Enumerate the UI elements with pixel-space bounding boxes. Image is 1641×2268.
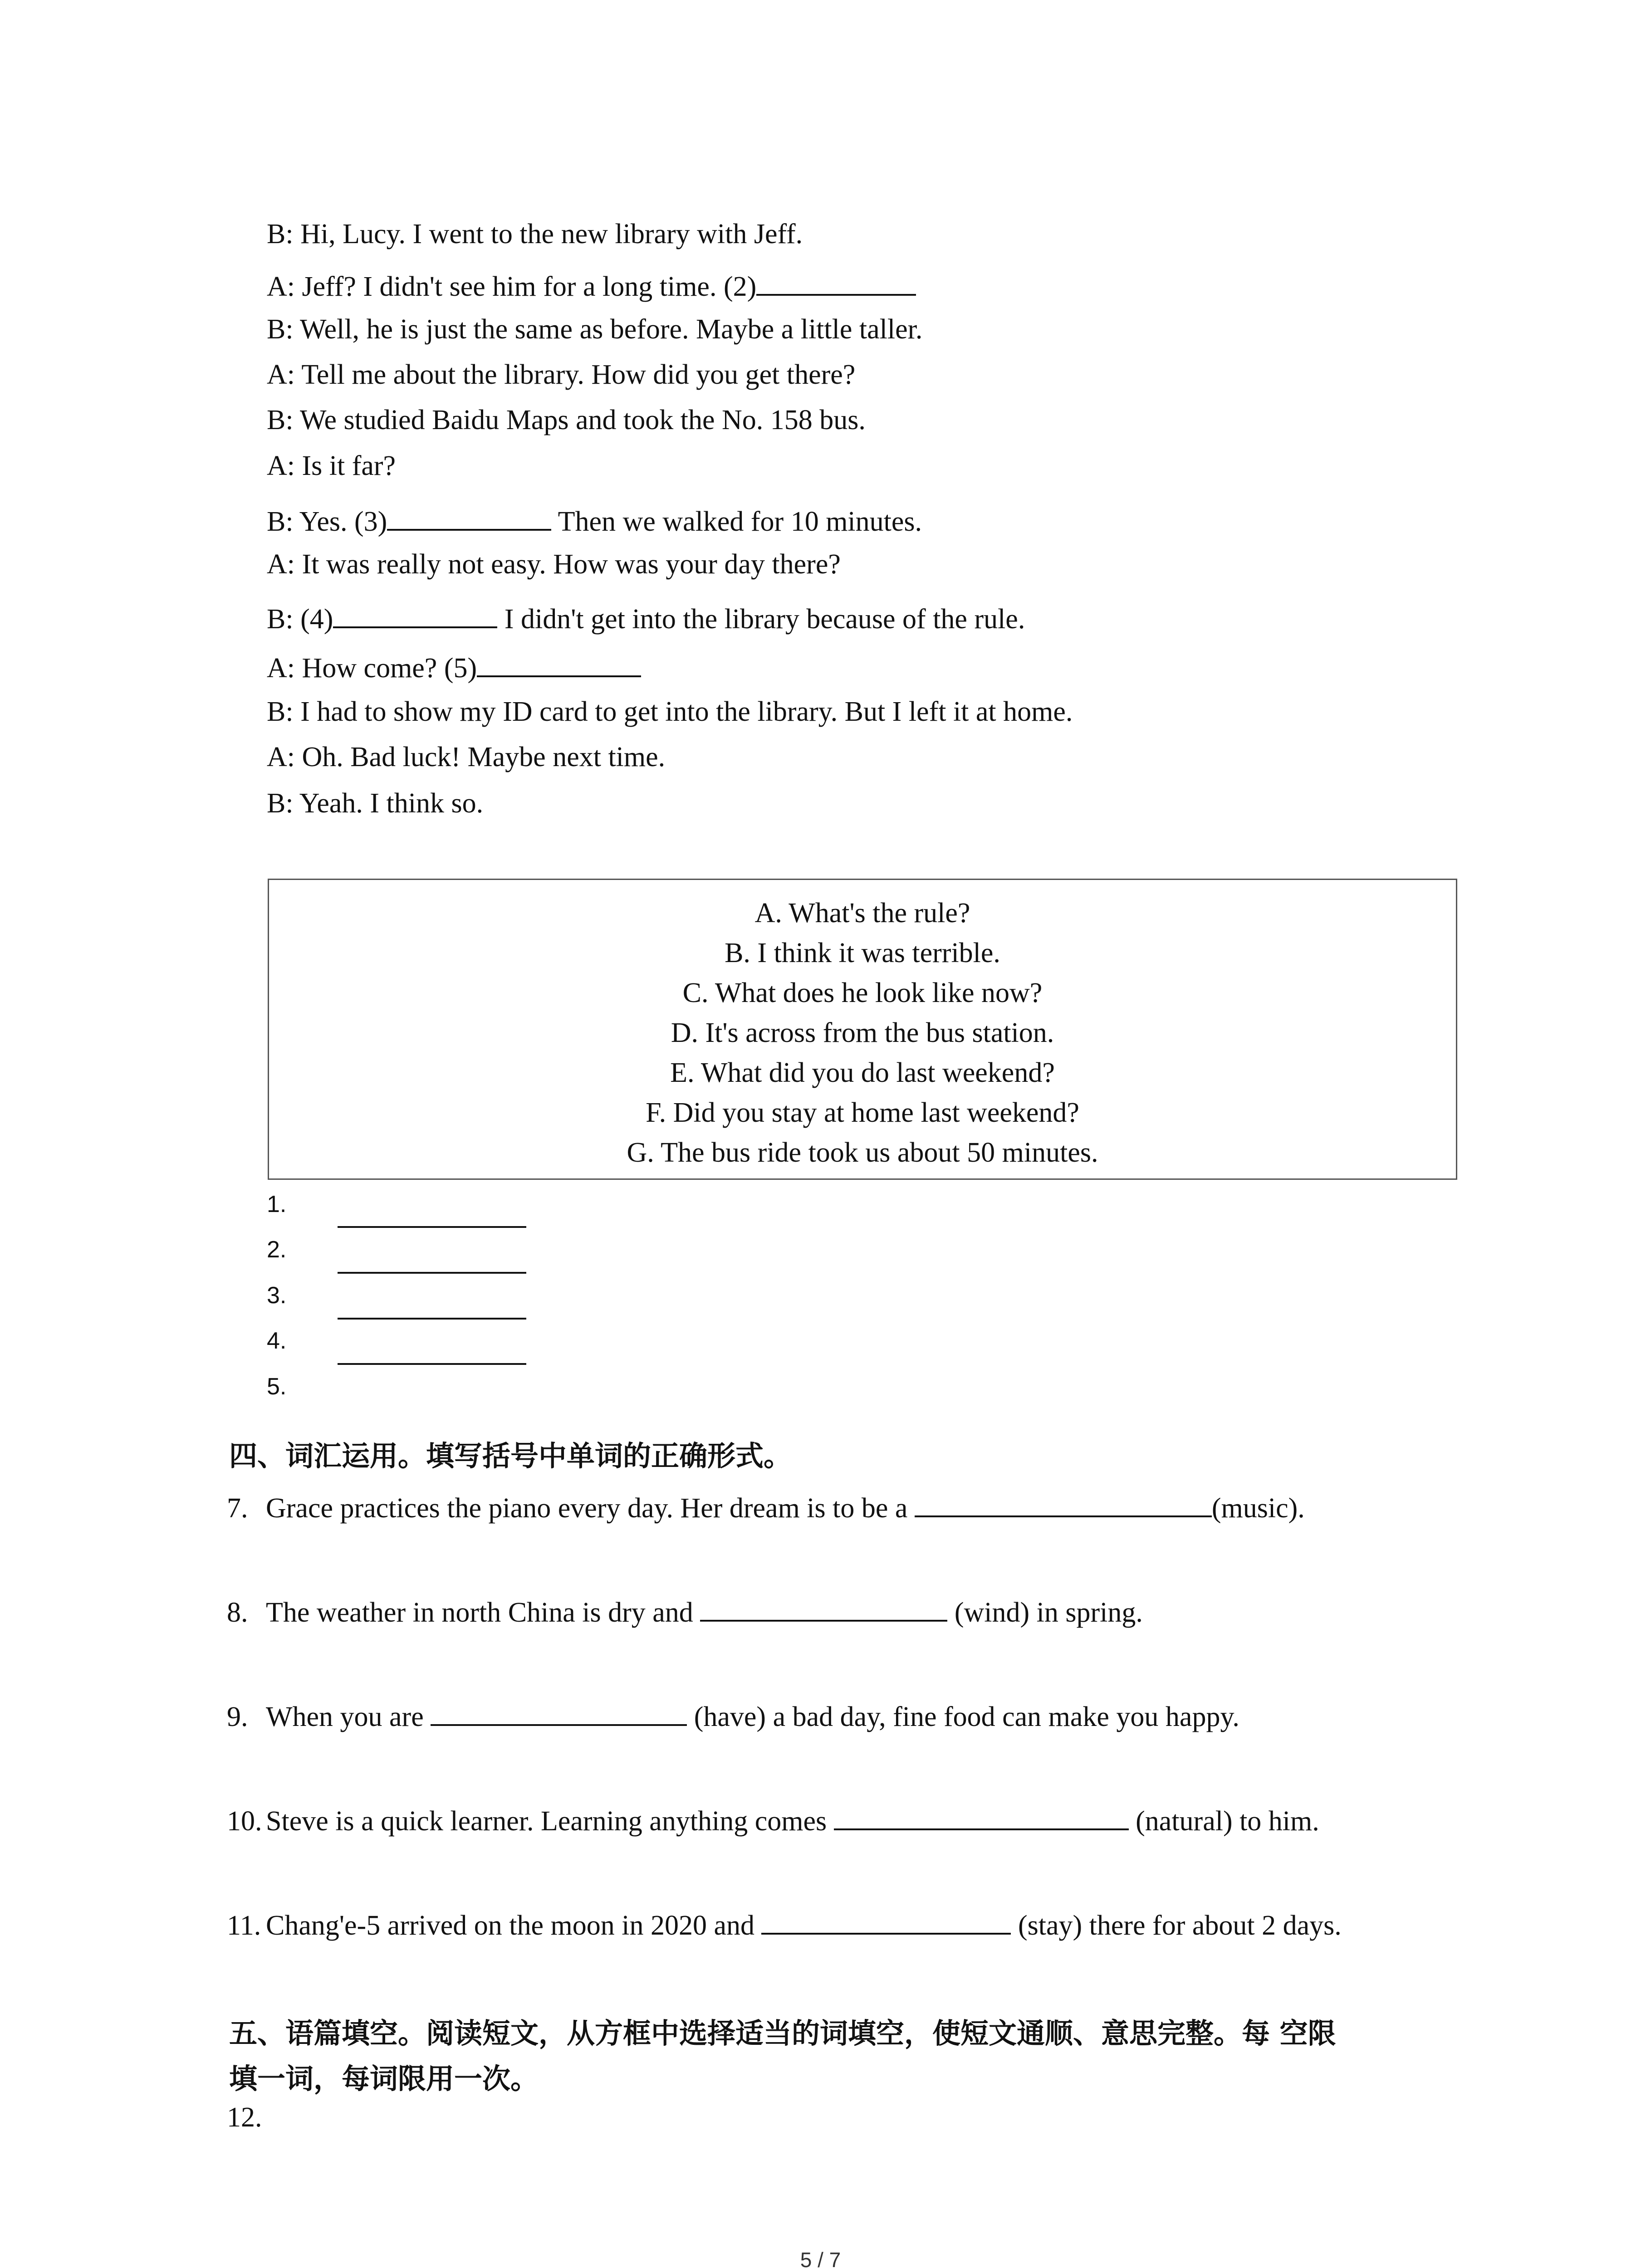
dialogue-line-3: B: Well, he is just the same as before. Maybe a little taller. [267,314,923,345]
dialogue-line-6: A: Is it far? [267,450,396,481]
dialogue-line-1: B: Hi, Lucy. I went to the new library with Jeff. [267,219,803,249]
section-5-heading-line-2: 填一词，每词限用一次。 [229,2062,539,2095]
dialogue-line-5: B: We studied Baidu Maps and took the No. 158 bus. [267,405,866,435]
answer-blank-11[interactable] [761,1907,1011,1935]
section-4-heading: 四、词汇运用。填写括号中单词的正确形式。 [229,1439,792,1472]
dialogue-line-7: B: Yes. (3) Then we walked for 10 minutes. [267,503,922,536]
answer-number-3: 3. [267,1282,287,1309]
dialogue-line-4: A: Tell me about the library. How did you get there? [267,359,856,390]
page-number: 5 / 7 [800,2248,841,2268]
dialogue-line-12: A: Oh. Bad luck! Maybe next time. [267,742,666,772]
question-11: 11. Chang'e-5 arrived on the moon in 2020 and (stay) there for about 2 days. [227,1907,1342,1940]
dialogue-line-2: A: Jeff? I didn't see him for a long time. (2) [267,269,916,301]
answer-number-2: 2. [267,1237,287,1263]
question-12-number: 12. [227,2102,262,2133]
answer-blank-7[interactable] [915,1490,1212,1517]
section-5-heading-line-1: 五、语篇填空。阅读短文，从方框中选择适当的词填空，使短文通顺、意思完整。每 空限 [229,2017,1336,2050]
option-e: E. What did you do last weekend? [670,1057,1055,1088]
answer-line-1[interactable] [338,1226,526,1228]
option-g: G. The bus ride took us about 50 minutes. [627,1137,1098,1168]
answer-blank-8[interactable] [700,1594,947,1622]
dialogue-line-11: B: I had to show my ID card to get into the library. But I left it at home. [267,696,1073,727]
question-10: 10. Steve is a quick learner. Learning anything comes (natural) to him. [227,1803,1319,1835]
answer-blank-4[interactable] [333,601,497,628]
question-9: 9. When you are (have) a bad day, fine food can make you happy. [227,1699,1239,1731]
answer-line-3[interactable] [338,1318,526,1320]
question-7: 7. Grace practices the piano every day. Her dream is to be a (music). [227,1490,1305,1522]
dialogue-line-10: A: How come? (5) [267,650,641,682]
answer-number-4: 4. [267,1328,287,1354]
option-c: C. What does he look like now? [682,978,1043,1008]
answer-blank-10[interactable] [834,1803,1129,1830]
answer-blank-2[interactable] [756,269,916,296]
option-f: F. Did you stay at home last weekend? [646,1097,1079,1128]
answer-number-5: 5. [267,1374,287,1400]
answer-blank-3[interactable] [387,503,551,531]
option-b: B. I think it was terrible. [725,938,1000,968]
option-d: D. It's across from the bus station. [671,1017,1054,1048]
question-8: 8. The weather in north China is dry and (wind) in spring. [227,1594,1143,1627]
answer-line-4[interactable] [338,1363,526,1365]
dialogue-line-9: B: (4) I didn't get into the library because of the rule. [267,601,1025,633]
answer-blank-5[interactable] [477,650,641,677]
answer-blank-9[interactable] [431,1699,687,1726]
answer-number-1: 1. [267,1191,287,1217]
dialogue-line-8: A: It was really not easy. How was your day there? [267,549,841,580]
dialogue-line-13: B: Yeah. I think so. [267,788,484,819]
answer-line-2[interactable] [338,1272,526,1274]
option-a: A. What's the rule? [754,898,970,929]
options-box [268,879,1457,1180]
